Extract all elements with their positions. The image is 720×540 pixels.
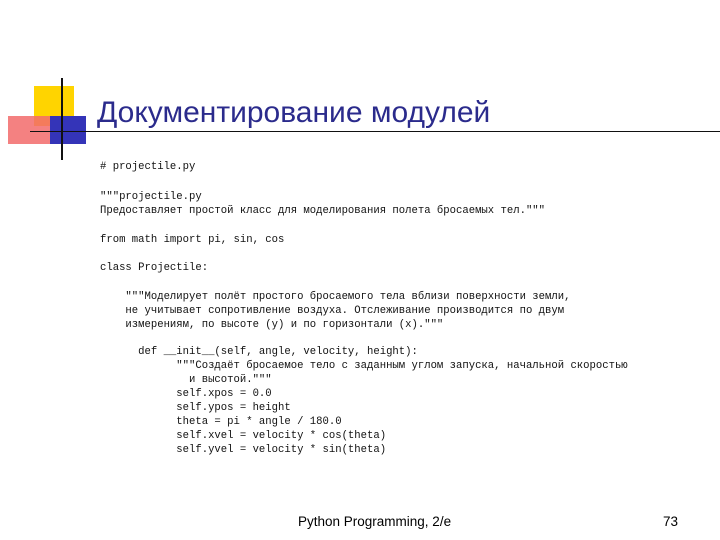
page-number: 73	[663, 514, 679, 529]
decor-vertical-line	[61, 78, 63, 160]
code-class-docstring: """Моделирует полёт простого бросаемого тела вблизи поверхности земли, не учитывает сопротивление воздуха. Отслеживание производится по двум измерениям, по высоте (y) и по горизонтали (x)."""	[125, 291, 571, 331]
code-import-line: from math import pi, sin, cos	[100, 234, 285, 246]
code-class-definition: class Projectile:	[100, 262, 209, 274]
code-init-method: def __init__(self, angle, velocity, height): """Создаёт бросаемое тело с заданным углом запуска, начальной скоростью и высотой.""" self.xpos = 0.0 self.ypos = height theta = pi * angle / 180.0 self.xvel = velocity * cos(theta) self.yvel = velocity * sin(theta)	[138, 346, 628, 456]
slide-title: Документирование модулей	[97, 96, 491, 129]
code-line-comment: # projectile.py	[100, 161, 196, 173]
decor-blue-square	[50, 116, 86, 144]
decor-red-square	[8, 116, 56, 144]
slide-footer: Python Programming, 2/e	[298, 514, 452, 529]
title-underline	[30, 131, 720, 132]
code-module-docstring: """projectile.py Предоставляет простой класс для моделирования полета бросаемых тел."""	[100, 191, 546, 217]
